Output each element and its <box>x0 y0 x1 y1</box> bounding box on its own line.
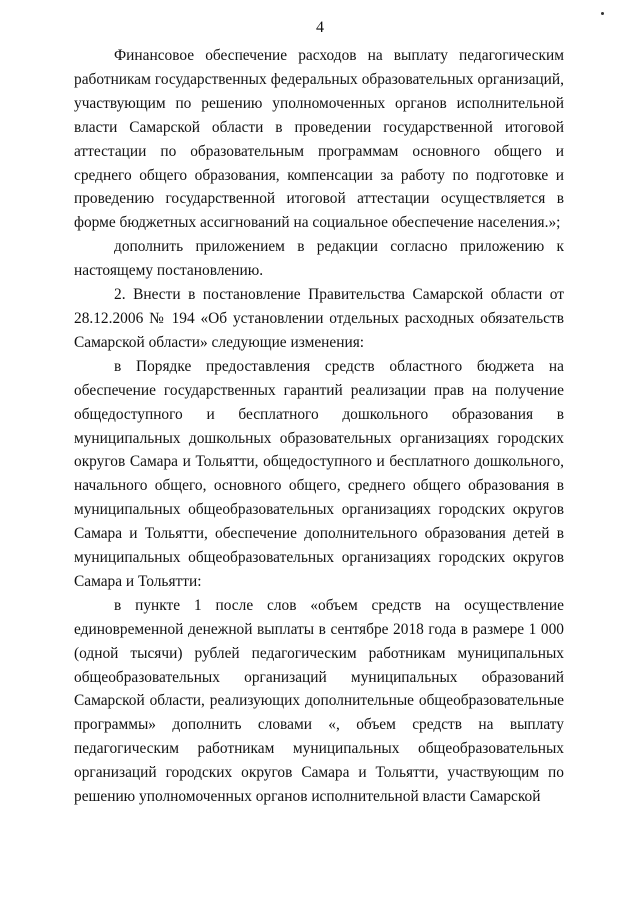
paragraph-point-1: в пункте 1 после слов «объем средств на осуществление единовременной денежной выплаты в сентябре 2018 года в размере 1 000 (одной тысячи) рублей педагогическим работникам муниципальных общеобразовательных организаций муниципальных образований Самарской области, реализующих дополнительные общеобразовательные программы» дополнить словами «, объем средств на выплату педагогическим работникам муниципальных общеобразовательных организаций городских округов Самара и Тольятти, участвующим по решению уполномоченных органов исполнительной власти Самарской <box>74 596 564 806</box>
paragraph-financial-provision: Финансовое обеспечение расходов на выплату педагогическим работникам государственных федеральных образовательных организаций, участвующим по решению уполномоченных органов исполнительной власти Самарской области в проведении государственной итоговой аттестации по образовательным программам основного общего и среднего общего образования, компенсации за работу по подготовке и проведению государственной итоговой аттестации осуществляется в форме бюджетных ассигнований на социальное обеспечение населения.»; <box>74 47 564 232</box>
scan-speck <box>601 12 604 15</box>
document-body <box>74 44 564 809</box>
paragraph-procedure: в Порядке предоставления средств областного бюджета на обеспечение государственных гарантий реализации прав на получение общедоступного и бесплатного дошкольного образования в муниципальных дошкольных образовательных организациях городских округов Самара и Тольятти, общедоступного и бесплатного дошкольного, начального общего, основного общего, среднего общего образования в муниципальных общеобразовательных организациях городских округов Самара и Тольятти, обеспечение дополнительного образования детей в муниципальных общеобразовательных организациях городских округов Самара и Тольятти: <box>74 357 564 590</box>
paragraph-add-appendix: дополнить приложением в редакции согласно приложению к настоящему постановлению. <box>74 238 564 280</box>
page-number: 4 <box>316 19 324 36</box>
paragraph-item-2: 2. Внести в постановление Правительства Самарской области от 28.12.2006 № 194 «Об установлении отдельных расходных обязательств Самарской области» следующие изменения: <box>74 286 564 351</box>
